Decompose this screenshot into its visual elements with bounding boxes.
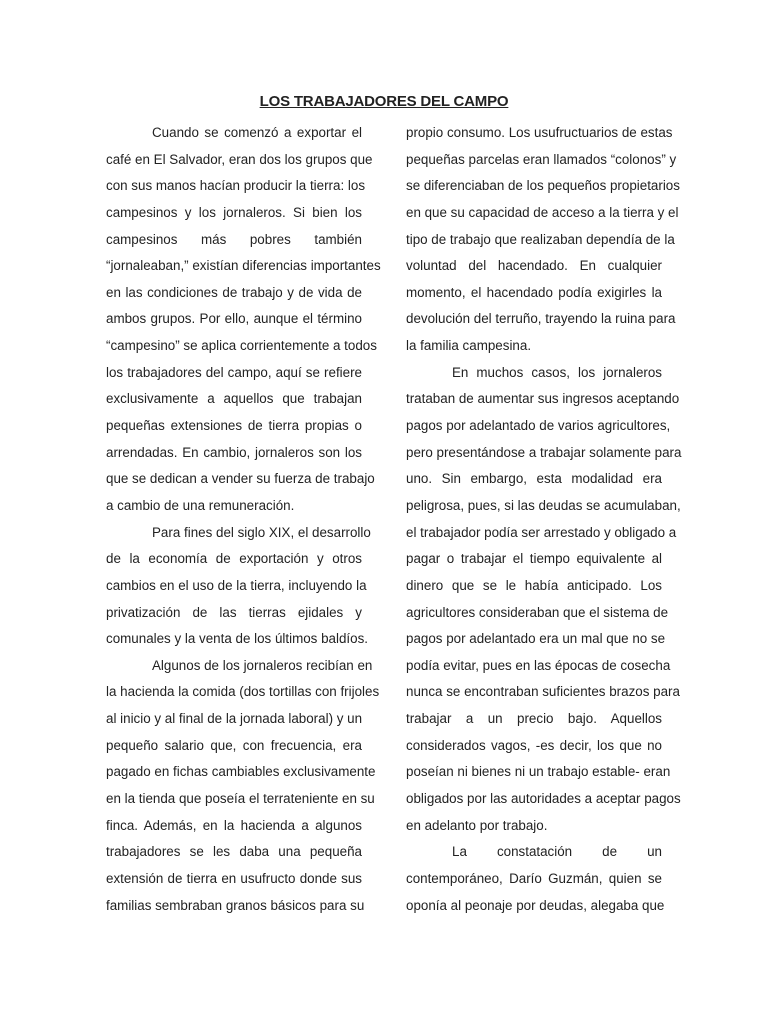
text-line: agricultores consideraban que el sistema de (406, 604, 669, 620)
text-line: trabajadores se les daba una pequeña (106, 844, 362, 860)
text-line: privatización de las tierras ejidales y (106, 604, 362, 620)
text-line: pagos por adelantado de varios agricultores, (406, 418, 671, 434)
text-line: devolución del terruño, trayendo la ruina para (406, 311, 676, 327)
text-line: en adelanto por trabajo. (406, 817, 548, 833)
left-column (106, 120, 381, 919)
text-line: la hacienda la comida (dos tortillas con frijoles (106, 684, 380, 700)
text-line: pequeño salario que, con frecuencia, era (106, 737, 362, 753)
text-line: extensión de tierra en usufructo donde sus (106, 870, 362, 886)
text-line: a cambio de una remuneración. (106, 497, 295, 513)
text-line: Algunos de los jornaleros recibían en (152, 657, 373, 673)
text-line: pagado en fichas cambiables exclusivamente (106, 764, 376, 780)
text-line: contemporáneo, Darío Guzmán, quien se (406, 870, 662, 886)
text-line: que se dedican a vender su fuerza de trabajo (106, 471, 375, 487)
text-line: “campesino” se aplica corrientemente a todos (106, 338, 377, 354)
text-line: nunca se encontraban suficientes brazos para (406, 684, 680, 700)
text-line: En muchos casos, los jornaleros (452, 364, 662, 380)
text-line: dinero que se le había anticipado. Los (406, 577, 662, 593)
text-line: café en El Salvador, eran dos los grupos que (106, 151, 373, 167)
text-line: voluntad del hacendado. En cualquier (406, 258, 662, 274)
text-line: propio consumo. Los usufructuarios de estas (406, 125, 673, 140)
text-line: trataban de aumentar sus ingresos aceptando (406, 391, 680, 407)
text-line: pagos por adelantado era un mal que no se (406, 631, 666, 647)
text-line: el trabajador podía ser arrestado y obligado a (406, 524, 677, 540)
text-line: comunales y la venta de los últimos baldíos. (106, 631, 369, 647)
text-line: Para fines del siglo XIX, el desarrollo (152, 524, 371, 540)
text-line: considerados vagos, -es decir, los que no (406, 737, 662, 753)
text-line: se diferenciaban de los pequeños propietarios (406, 178, 680, 194)
text-line: los trabajadores del campo, aquí se refiere (106, 364, 362, 380)
text-line: en que su capacidad de acceso a la tierra y el (406, 204, 679, 220)
text-line: en la tienda que poseía el terrateniente en su (106, 791, 375, 807)
text-line: oponía al peonaje por deudas, alegaba que (406, 897, 665, 913)
text-line: la familia campesina. (406, 338, 532, 354)
text-line: campesinos más pobres también (106, 231, 362, 247)
text-line: finca. Además, en la hacienda a algunos (106, 817, 362, 833)
text-line: ambos grupos. Por ello, aunque el término (106, 311, 362, 327)
document-title: LOS TRABAJADORES DEL CAMPO (259, 93, 509, 110)
text-line: trabajar a un precio bajo. Aquellos (406, 711, 662, 727)
text-line: momento, el hacendado podía exigirles la (406, 284, 662, 300)
text-line: pero presentándose a trabajar solamente para (406, 444, 682, 460)
text-line: peligrosa, pues, si las deudas se acumulaban, (406, 497, 681, 513)
text-line: en las condiciones de trabajo y de vida de (106, 284, 362, 300)
text-line: Cuando se comenzó a exportar el (152, 125, 362, 140)
text-line: “jornaleaban,” existían diferencias importantes (106, 258, 381, 274)
text-line: La constatación de un (452, 844, 662, 860)
right-column (406, 120, 682, 919)
text-line: de la economía de exportación y otros (106, 551, 362, 567)
text-line: con sus manos hacían producir la tierra: los (106, 178, 366, 194)
text-line: pagar o trabajar el tiempo equivalente al (406, 551, 662, 567)
text-line: uno. Sin embargo, esta modalidad era (406, 471, 662, 487)
text-line: familias sembraban granos básicos para su (106, 897, 365, 913)
text-line: tipo de trabajo que realizaban dependía de la (406, 231, 675, 247)
text-line: al inicio y al final de la jornada laboral) y un (106, 711, 363, 727)
text-line: podía evitar, pues en las épocas de cosecha (406, 657, 671, 673)
text-line: pequeñas extensiones de tierra propias o (106, 418, 362, 434)
text-line: cambios en el uso de la tierra, incluyendo la (106, 577, 367, 593)
text-line: arrendadas. En cambio, jornaleros son los (106, 444, 362, 460)
text-line: exclusivamente a aquellos que trabajan (106, 391, 362, 407)
text-line: campesinos y los jornaleros. Si bien los (106, 204, 362, 220)
text-line: obligados por las autoridades a aceptar pagos (406, 791, 681, 807)
text-line: pequeñas parcelas eran llamados “colonos” y (406, 151, 677, 167)
text-line: poseían ni bienes ni un trabajo estable- eran (406, 764, 671, 780)
